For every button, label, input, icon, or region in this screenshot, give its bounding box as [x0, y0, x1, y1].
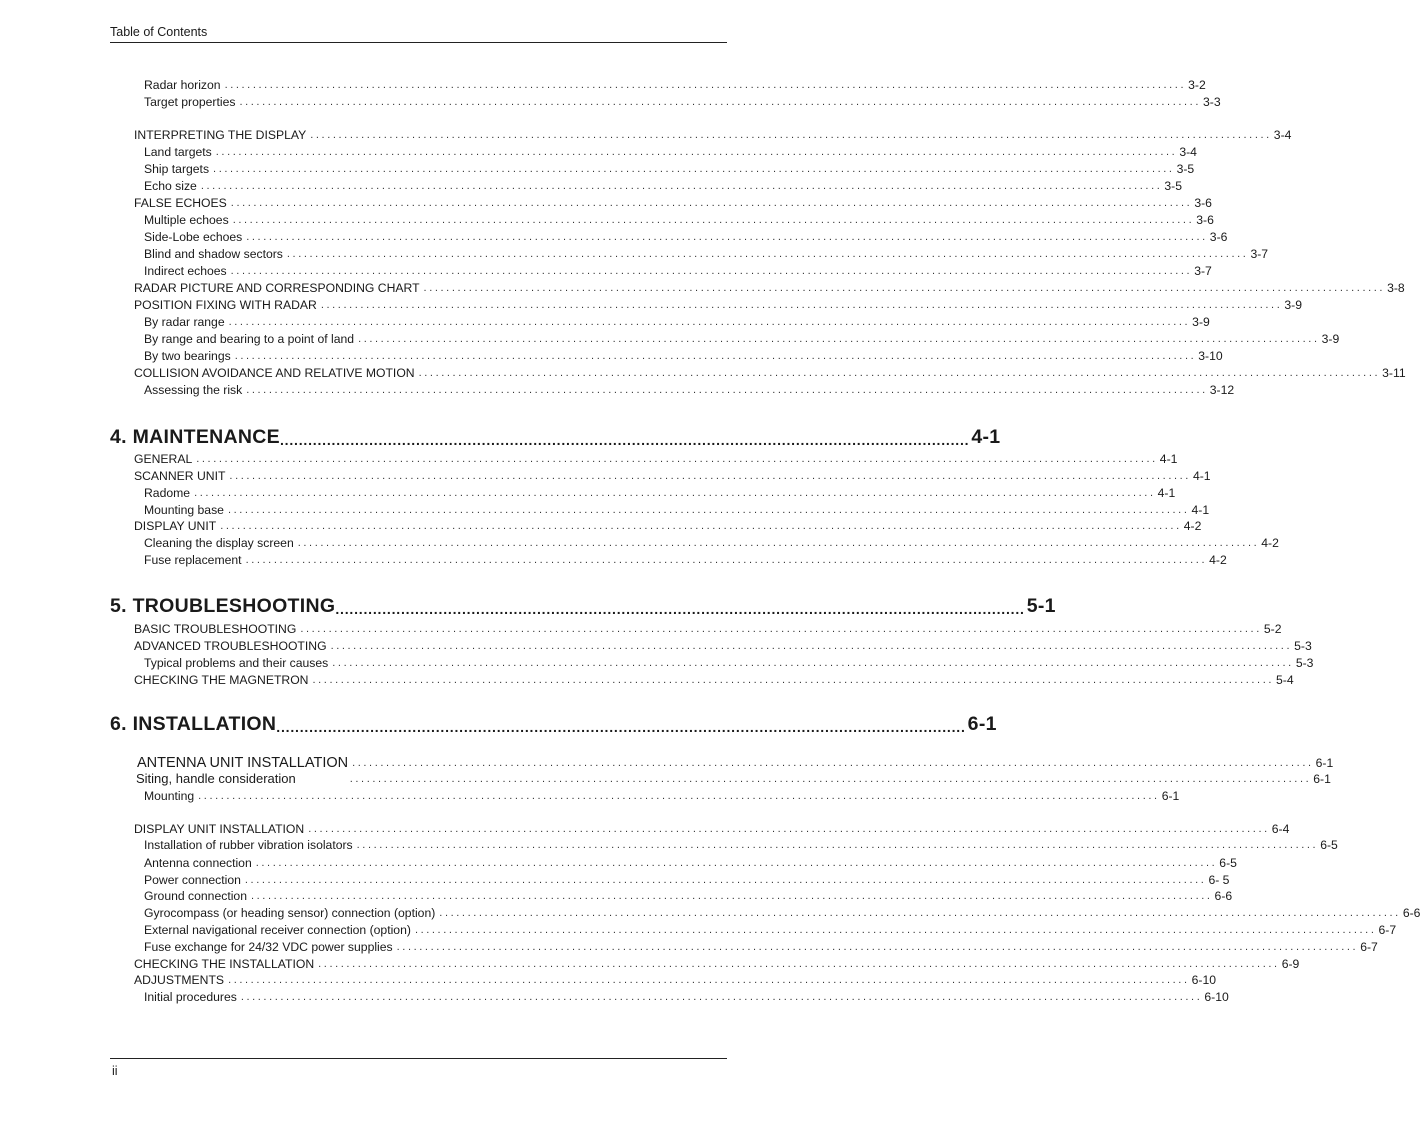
dot-leader: .......................................................................................................................................................................... — [230, 265, 1193, 277]
toc-entry[interactable] — [0, 836, 1338, 852]
toc-entry-label: ADJUSTMENTS — [134, 973, 225, 987]
dot-leader: .......................................................................................................................................................................... — [332, 657, 1294, 669]
dot-leader: ................................................................................................................................................... — [279, 432, 970, 448]
toc-entry[interactable] — [0, 262, 1212, 278]
toc-entry-page: 3-6 — [1209, 230, 1228, 244]
toc-entry-label: Installation of rubber vibration isolators — [144, 838, 353, 852]
toc-entry-label: Typical problems and their causes — [144, 656, 329, 670]
toc-entry[interactable] — [0, 770, 1331, 786]
toc-entry-label: By radar range — [144, 315, 225, 329]
dot-leader: .......................................................................................................................................................................... — [196, 453, 1158, 465]
toc-entry-page: 6-10 — [1191, 973, 1217, 987]
toc-entry-label: Multiple echoes — [144, 213, 229, 227]
toc-entry-label: COLLISION AVOIDANCE AND RELATIVE MOTION — [134, 366, 415, 380]
toc-entry-label: Land targets — [144, 145, 212, 159]
toc-entry[interactable] — [0, 534, 1279, 550]
toc-entry[interactable] — [0, 177, 1183, 193]
toc-entry-label: Mounting base — [144, 503, 224, 517]
chapter-title: 4. MAINTENANCE — [110, 426, 280, 448]
toc-entry[interactable] — [0, 854, 1237, 870]
toc-entry-label: Side-Lobe echoes — [144, 230, 243, 244]
toc-entry-label: Radar horizon — [144, 78, 221, 92]
toc-entry-label: Assessing the risk — [144, 383, 243, 397]
dot-leader: ................................................................................................................................................... — [335, 601, 1025, 617]
toc-entry[interactable] — [0, 501, 1210, 517]
toc-entry-label: Cleaning the display screen — [144, 536, 294, 550]
toc-entry-page: 6-7 — [1360, 940, 1378, 954]
toc-entry-label: DISPLAY UNIT — [134, 519, 217, 533]
chapter-page: 5-1 — [1026, 595, 1056, 617]
toc-entry[interactable] — [0, 330, 1340, 346]
page-number: ii — [112, 1064, 118, 1078]
toc-entry-page: 4-1 — [1159, 452, 1178, 466]
dot-leader: ................................................................................................................................................... — [276, 719, 966, 735]
toc-entry-page: 3-6 — [1196, 213, 1214, 227]
toc-entry-page: 6-6 — [1402, 906, 1420, 920]
dot-leader: .......................................................................................................................................................................... — [320, 299, 1283, 311]
toc-entry-page: 3-6 — [1194, 196, 1212, 210]
toc-entry-page: 3-11 — [1382, 366, 1406, 380]
toc-entry[interactable] — [0, 871, 1230, 887]
toc-entry[interactable] — [0, 620, 1282, 636]
toc-entry-page: 5-3 — [1295, 656, 1314, 670]
dot-leader: .......................................................................................................................................................................... — [418, 367, 1381, 379]
toc-entry[interactable] — [0, 245, 1269, 261]
toc-entry-label: DISPLAY UNIT INSTALLATION — [134, 822, 305, 836]
toc-entry[interactable] — [0, 143, 1197, 159]
toc-entry-label: CHECKING THE INSTALLATION — [134, 957, 315, 971]
toc-entry[interactable] — [0, 971, 1217, 987]
toc-entry-label: ADVANCED TROUBLESHOOTING — [134, 639, 327, 653]
dot-leader: .......................................................................................................................................................................... — [255, 857, 1218, 869]
toc-entry-page: 4-1 — [1191, 503, 1210, 517]
toc-entry[interactable] — [0, 160, 1195, 176]
dot-leader: .......................................................................................................................................................................... — [439, 907, 1401, 919]
page-header-title: Table of Contents — [110, 25, 208, 39]
toc-entry-page: 3-5 — [1164, 179, 1183, 193]
toc-entry[interactable] — [0, 752, 1334, 771]
toc-entry-label: External navigational receiver connection (option) — [144, 923, 411, 937]
dot-leader: .......................................................................................................................................................................... — [244, 874, 1207, 886]
toc-entry-page: 3-7 — [1194, 264, 1212, 278]
toc-entry-label: Initial procedures — [144, 990, 237, 1004]
toc-entry[interactable] — [0, 921, 1397, 937]
toc-entry[interactable] — [0, 484, 1176, 500]
toc-entry[interactable] — [0, 228, 1228, 244]
toc-entry[interactable] — [0, 211, 1214, 227]
toc-entry-page: 6- 5 — [1208, 873, 1230, 887]
dot-leader: .......................................................................................................................................................................... — [246, 231, 1208, 243]
toc-entry-page: 4-2 — [1261, 536, 1279, 550]
toc-entry-page: 6-1 — [1313, 772, 1331, 786]
toc-entry[interactable] — [0, 194, 1212, 210]
toc-entry-label: Indirect echoes — [144, 264, 227, 278]
dot-leader: .......................................................................................................................................................................... — [396, 941, 1359, 953]
toc-entry[interactable] — [0, 955, 1300, 971]
toc-entry-page: 6-1 — [1315, 756, 1334, 770]
toc-entry-page: 6-7 — [1378, 923, 1397, 937]
toc-entry-page: 6-6 — [1214, 889, 1233, 903]
toc-entry-page: 3-12 — [1209, 383, 1235, 397]
toc-entry[interactable] — [0, 787, 1180, 803]
dot-leader: .......................................................................................................................................................................... — [358, 333, 1320, 345]
toc-entry-page: 3-7 — [1250, 247, 1269, 261]
toc-entry-label: Echo size — [144, 179, 197, 193]
dot-leader: .......................................................................................................................................................................... — [308, 823, 1270, 835]
toc-entry-label: Siting, handle consideration — [136, 771, 296, 786]
toc-entry-page: 3-8 — [1387, 281, 1405, 295]
toc-entry[interactable] — [0, 887, 1233, 903]
dot-leader: .......................................................................................................................................................................... — [200, 180, 1163, 192]
dot-leader: .......................................................................................................................................................................... — [349, 773, 1312, 785]
dot-leader: .......................................................................................................................................................................... — [297, 537, 1260, 549]
toc-entry-label: CHECKING THE MAGNETRON — [134, 673, 309, 687]
dot-leader: .......................................................................................................................................................................... — [239, 96, 1201, 108]
footer-rule — [110, 1058, 727, 1059]
dot-leader: .......................................................................................................................................................................... — [318, 958, 1280, 970]
toc-entry-page: 6-5 — [1320, 838, 1338, 852]
toc-entry-page: 3-2 — [1188, 78, 1206, 92]
toc-entry-label: SCANNER UNIT — [134, 469, 226, 483]
toc-entry-page: 3-9 — [1321, 332, 1340, 346]
toc-entry[interactable] — [0, 126, 1292, 142]
toc-entry[interactable] — [0, 637, 1312, 653]
toc-entry-page: 3-4 — [1273, 128, 1292, 142]
toc-entry-page: 6-4 — [1271, 822, 1290, 836]
toc-entry[interactable] — [0, 450, 1178, 466]
toc-entry-label: By range and bearing to a point of land — [144, 332, 355, 346]
toc-entry-label: Mounting — [144, 789, 195, 803]
chapter-heading-installation[interactable] — [0, 711, 997, 735]
toc-entry[interactable] — [0, 820, 1290, 836]
toc-entry-label: Ship targets — [144, 162, 210, 176]
toc-entry-page: 4-2 — [1209, 553, 1227, 567]
chapter-page: 6-1 — [967, 713, 997, 735]
toc-entry-page: 6-5 — [1219, 856, 1237, 870]
toc-entry-page: 3-9 — [1284, 298, 1302, 312]
toc-entry-page: 3-10 — [1198, 349, 1223, 363]
dot-leader: .......................................................................................................................................................................... — [229, 470, 1191, 482]
dot-leader: .......................................................................................................................................................................... — [215, 146, 1178, 158]
dot-leader: .......................................................................................................................................................................... — [312, 674, 1275, 686]
toc-entry-page: 5-3 — [1294, 639, 1312, 653]
dot-leader: .......................................................................................................................................................................... — [245, 554, 1208, 566]
toc-entry-page: 4-1 — [1192, 469, 1211, 483]
toc-entry-page: 4-2 — [1183, 519, 1202, 533]
toc-entry-label: RADAR PICTURE AND CORRESPONDING CHART — [134, 281, 420, 295]
toc-entry[interactable] — [0, 904, 1420, 920]
toc-entry-page: 6-10 — [1204, 990, 1229, 1004]
chapter-heading-maintenance[interactable] — [0, 424, 1001, 448]
dot-leader: .......................................................................................................................................................................... — [330, 640, 1293, 652]
chapter-title: 6. INSTALLATION — [110, 713, 277, 735]
toc-entry-label: ANTENNA UNIT INSTALLATION — [137, 755, 349, 771]
toc-entry-label: FALSE ECHOES — [134, 196, 227, 210]
toc-entry-label: Ground connection — [144, 889, 247, 903]
toc-entry[interactable] — [0, 467, 1211, 483]
dot-leader: .......................................................................................................................................................................... — [352, 757, 1314, 769]
toc-entry[interactable] — [0, 654, 1314, 670]
dot-leader: .......................................................................................................................................................................... — [251, 890, 1213, 902]
dot-leader: .......................................................................................................................................................................... — [224, 79, 1187, 91]
dot-leader: .......................................................................................................................................................................... — [423, 282, 1386, 294]
dot-leader: .......................................................................................................................................................................... — [414, 924, 1377, 936]
toc-entry-page: 5-4 — [1276, 673, 1294, 687]
dot-leader: .......................................................................................................................................................................... — [228, 974, 1190, 986]
toc-entry[interactable] — [0, 381, 1235, 397]
toc-entry-page: 6-9 — [1281, 957, 1300, 971]
dot-leader: .......................................................................................................................................................................... — [310, 129, 1272, 141]
dot-leader: .......................................................................................................................................................................... — [356, 839, 1319, 851]
toc-entry[interactable] — [0, 76, 1206, 92]
toc-entry[interactable] — [0, 347, 1223, 363]
toc-entry-label: POSITION FIXING WITH RADAR — [134, 298, 317, 312]
dot-leader: .......................................................................................................................................................................... — [198, 790, 1160, 802]
toc-entry[interactable] — [0, 671, 1294, 687]
dot-leader: .......................................................................................................................................................................... — [240, 991, 1203, 1003]
dot-leader: .......................................................................................................................................................................... — [286, 248, 1249, 260]
toc-entry[interactable] — [0, 938, 1378, 954]
toc-entry-page: 3-9 — [1192, 315, 1210, 329]
toc-entry-label: Gyrocompass (or heading sensor) connection (option) — [144, 906, 436, 920]
toc-entry[interactable] — [0, 296, 1302, 312]
toc-entry-page: 6-1 — [1161, 789, 1180, 803]
toc-entry-label: Radome — [144, 486, 191, 500]
toc-entry[interactable] — [0, 364, 1406, 380]
toc-entry-page: 3-5 — [1176, 162, 1195, 176]
toc-entry-label: Power connection — [144, 873, 241, 887]
toc-entry-label: Antenna connection — [144, 856, 252, 870]
chapter-page: 4-1 — [971, 426, 1001, 448]
toc-entry[interactable] — [0, 988, 1229, 1004]
toc-entry[interactable] — [0, 313, 1210, 329]
dot-leader: .......................................................................................................................................................................... — [220, 520, 1182, 532]
toc-entry[interactable] — [0, 93, 1221, 109]
toc-entry-page: 4-1 — [1157, 486, 1176, 500]
header-rule — [110, 42, 727, 43]
toc-entry[interactable] — [0, 517, 1202, 533]
chapter-heading-troubleshooting[interactable] — [0, 593, 1056, 617]
dot-leader: .......................................................................................................................................................................... — [232, 214, 1195, 226]
toc-entry[interactable] — [0, 279, 1405, 295]
toc-entry-label: Fuse exchange for 24/32 VDC power supplies — [144, 940, 393, 954]
toc-entry-label: BASIC TROUBLESHOOTING — [134, 622, 297, 636]
dot-leader: .......................................................................................................................................................................... — [213, 163, 1175, 175]
dot-leader: .......................................................................................................................................................................... — [228, 316, 1191, 328]
dot-leader: .......................................................................................................................................................................... — [246, 384, 1208, 396]
toc-entry-label: Fuse replacement — [144, 553, 242, 567]
toc-entry-label: By two bearings — [144, 349, 231, 363]
chapter-title: 5. TROUBLESHOOTING — [110, 595, 336, 617]
toc-entry-label: GENERAL — [134, 452, 193, 466]
toc-entry-page: 3-3 — [1203, 95, 1221, 109]
toc-entry-label: Target properties — [144, 95, 236, 109]
dot-leader: .......................................................................................................................................................................... — [300, 623, 1262, 635]
toc-entry-label: INTERPRETING THE DISPLAY — [134, 128, 307, 142]
toc-entry[interactable] — [0, 551, 1227, 567]
toc-entry-page: 3-4 — [1179, 145, 1197, 159]
toc-entry-page: 5-2 — [1263, 622, 1282, 636]
dot-leader: .......................................................................................................................................................................... — [234, 350, 1197, 362]
dot-leader: .......................................................................................................................................................................... — [194, 487, 1156, 499]
dot-leader: .......................................................................................................................................................................... — [227, 504, 1190, 516]
toc-entry-label: Blind and shadow sectors — [144, 247, 283, 261]
dot-leader: .......................................................................................................................................................................... — [230, 197, 1193, 209]
